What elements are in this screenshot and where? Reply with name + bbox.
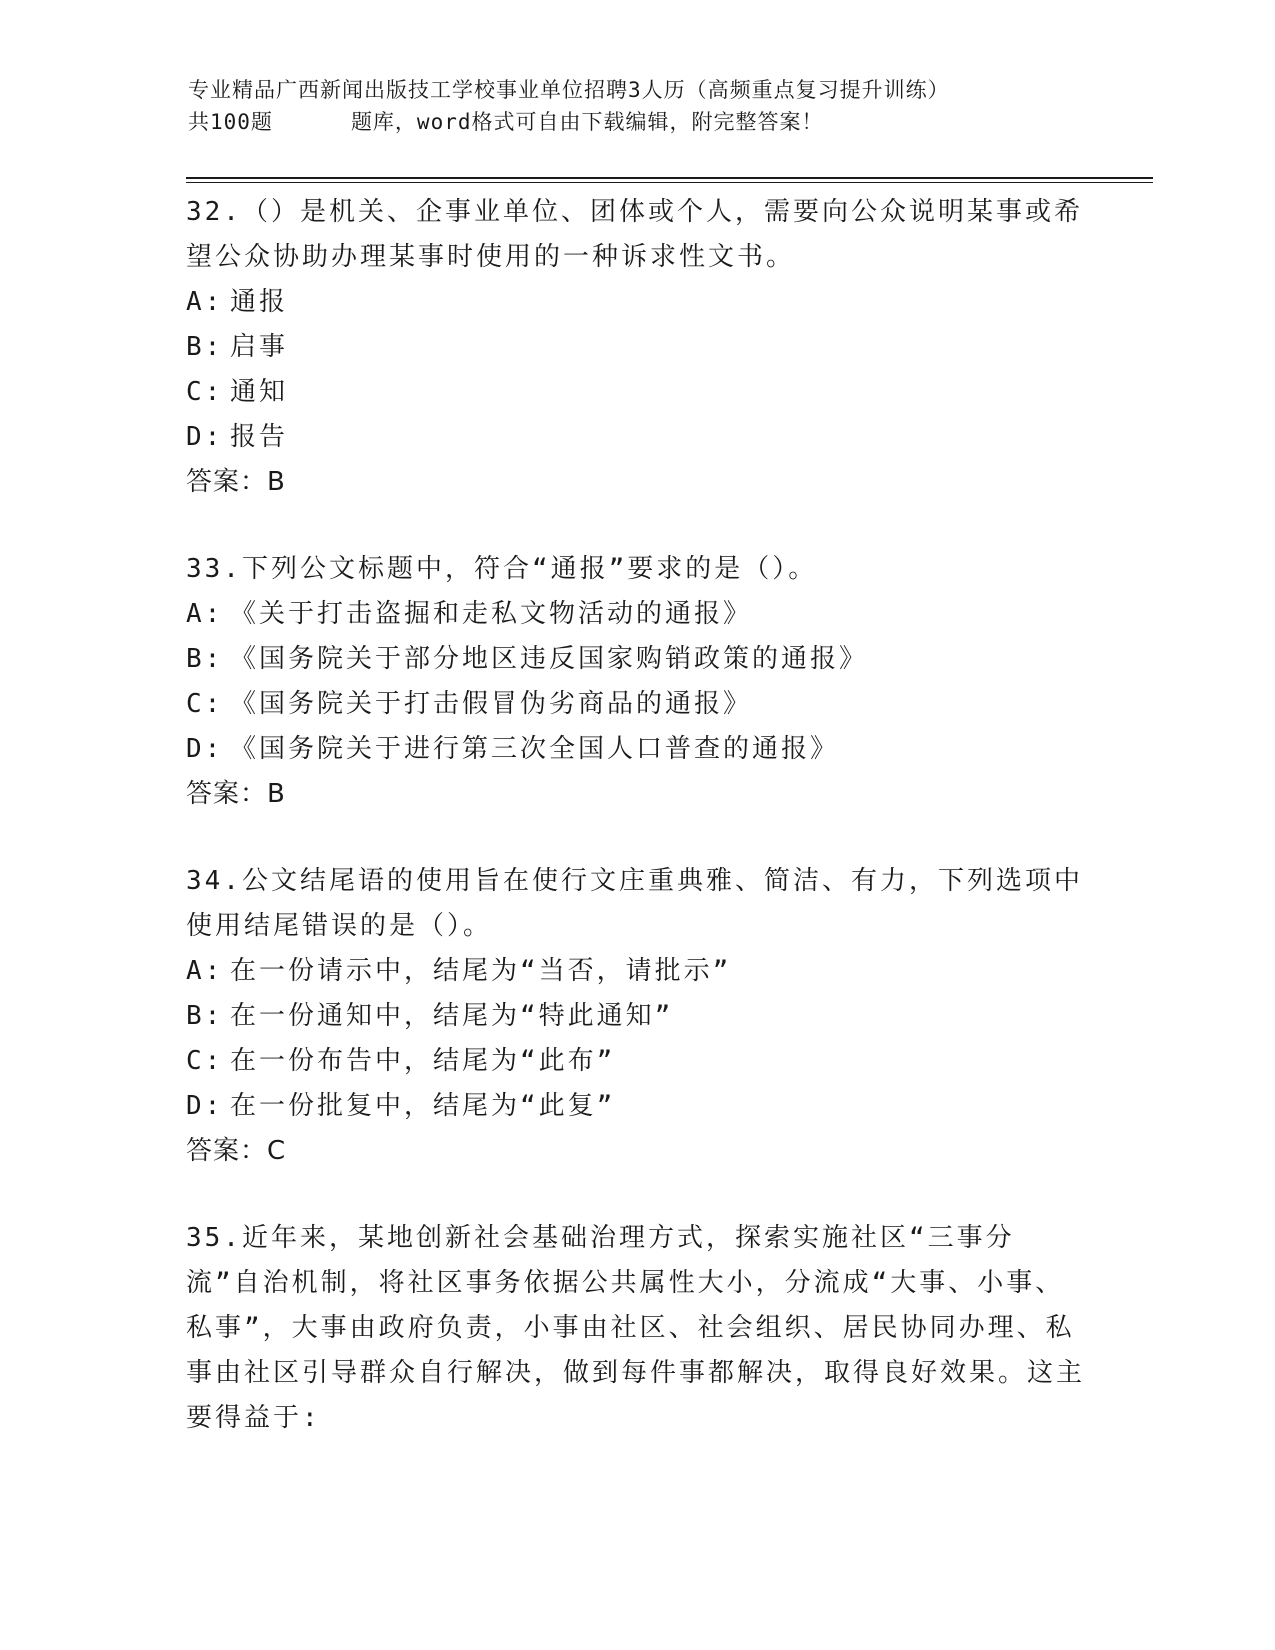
header-title-line: 专业精品广西新闻出版技工学校事业单位招聘3人历（高频重点复习提升训练）: [188, 78, 950, 102]
option-text: 《关于打击盗掘和走私文物活动的通报》: [230, 599, 753, 629]
question-33: [186, 547, 1086, 817]
question-32: [186, 190, 1086, 505]
option-letter: D:: [186, 1091, 224, 1121]
option-text: 在一份通知中，结尾为“特此通知”: [230, 1001, 674, 1031]
option-letter: A:: [186, 287, 224, 317]
option-text: 《国务院关于打击假冒伪劣商品的通报》: [230, 689, 753, 719]
option-text: 启事: [230, 332, 289, 362]
option-text: 《国务院关于部分地区违反国家购销政策的通报》: [230, 644, 869, 674]
header-divider-thick: [186, 177, 1153, 179]
option-text: 在一份布告中，结尾为“此布”: [230, 1046, 616, 1076]
option-text: 通知: [230, 377, 289, 407]
option-b: [186, 637, 1086, 682]
header-subtitle-line: [188, 106, 1148, 138]
option-letter: C:: [186, 377, 224, 407]
option-letter: B:: [186, 1001, 224, 1031]
question-34: [186, 859, 1086, 1174]
option-letter: B:: [186, 644, 224, 674]
option-letter: D:: [186, 422, 224, 452]
answer-line: 答案：C: [186, 1136, 287, 1166]
question-stem: 32.（）是机关、企事业单位、团体或个人，需要向公众说明某事或希望公众协助办理某事时使用的一种诉求性文书。: [186, 197, 1083, 272]
option-text: 在一份批复中，结尾为“此复”: [230, 1091, 616, 1121]
option-d: [186, 415, 1086, 460]
option-letter: D:: [186, 734, 224, 764]
header-description: 题库，word格式可自由下载编辑，附完整答案！: [350, 110, 824, 134]
header-divider-thin: [186, 182, 1153, 183]
header-question-count: 共100题: [188, 110, 273, 134]
option-c: [186, 682, 1086, 727]
option-a: [186, 592, 1086, 637]
option-text: 报告: [230, 422, 289, 452]
option-letter: A:: [186, 599, 224, 629]
option-d: [186, 1084, 1086, 1129]
option-b: [186, 994, 1086, 1039]
option-b: [186, 325, 1086, 370]
option-text: 通报: [230, 287, 289, 317]
option-a: [186, 280, 1086, 325]
option-text: 在一份请示中，结尾为“当否，请批示”: [230, 956, 732, 986]
option-c: [186, 370, 1086, 415]
question-35: [186, 1216, 1086, 1441]
question-list: [186, 190, 1086, 1483]
option-letter: C:: [186, 689, 224, 719]
question-stem: 33.下列公文标题中，符合“通报”要求的是（）。: [186, 554, 818, 584]
option-letter: A:: [186, 956, 224, 986]
question-stem: 35.近年来，某地创新社会基础治理方式，探索实施社区“三事分流”自治机制，将社区事务依据公共属性大小，分流成“大事、小事、私事”，大事由政府负责，小事由社区、社会组织、居民协同办理、私事由社区引导群众自行解决，做到每件事都解决，取得良好效果。这主要得益于:: [186, 1223, 1086, 1433]
option-a: [186, 949, 1086, 994]
header-gap: [273, 106, 351, 138]
option-letter: C:: [186, 1046, 224, 1076]
option-letter: B:: [186, 332, 224, 362]
document-header: [188, 74, 1148, 138]
option-text: 《国务院关于进行第三次全国人口普查的通报》: [230, 734, 840, 764]
answer-line: 答案：B: [186, 779, 286, 809]
option-d: [186, 727, 1086, 772]
option-c: [186, 1039, 1086, 1084]
question-stem: 34.公文结尾语的使用旨在使行文庄重典雅、简洁、有力，下列选项中使用结尾错误的是（）。: [186, 866, 1083, 941]
answer-line: 答案：B: [186, 467, 286, 497]
